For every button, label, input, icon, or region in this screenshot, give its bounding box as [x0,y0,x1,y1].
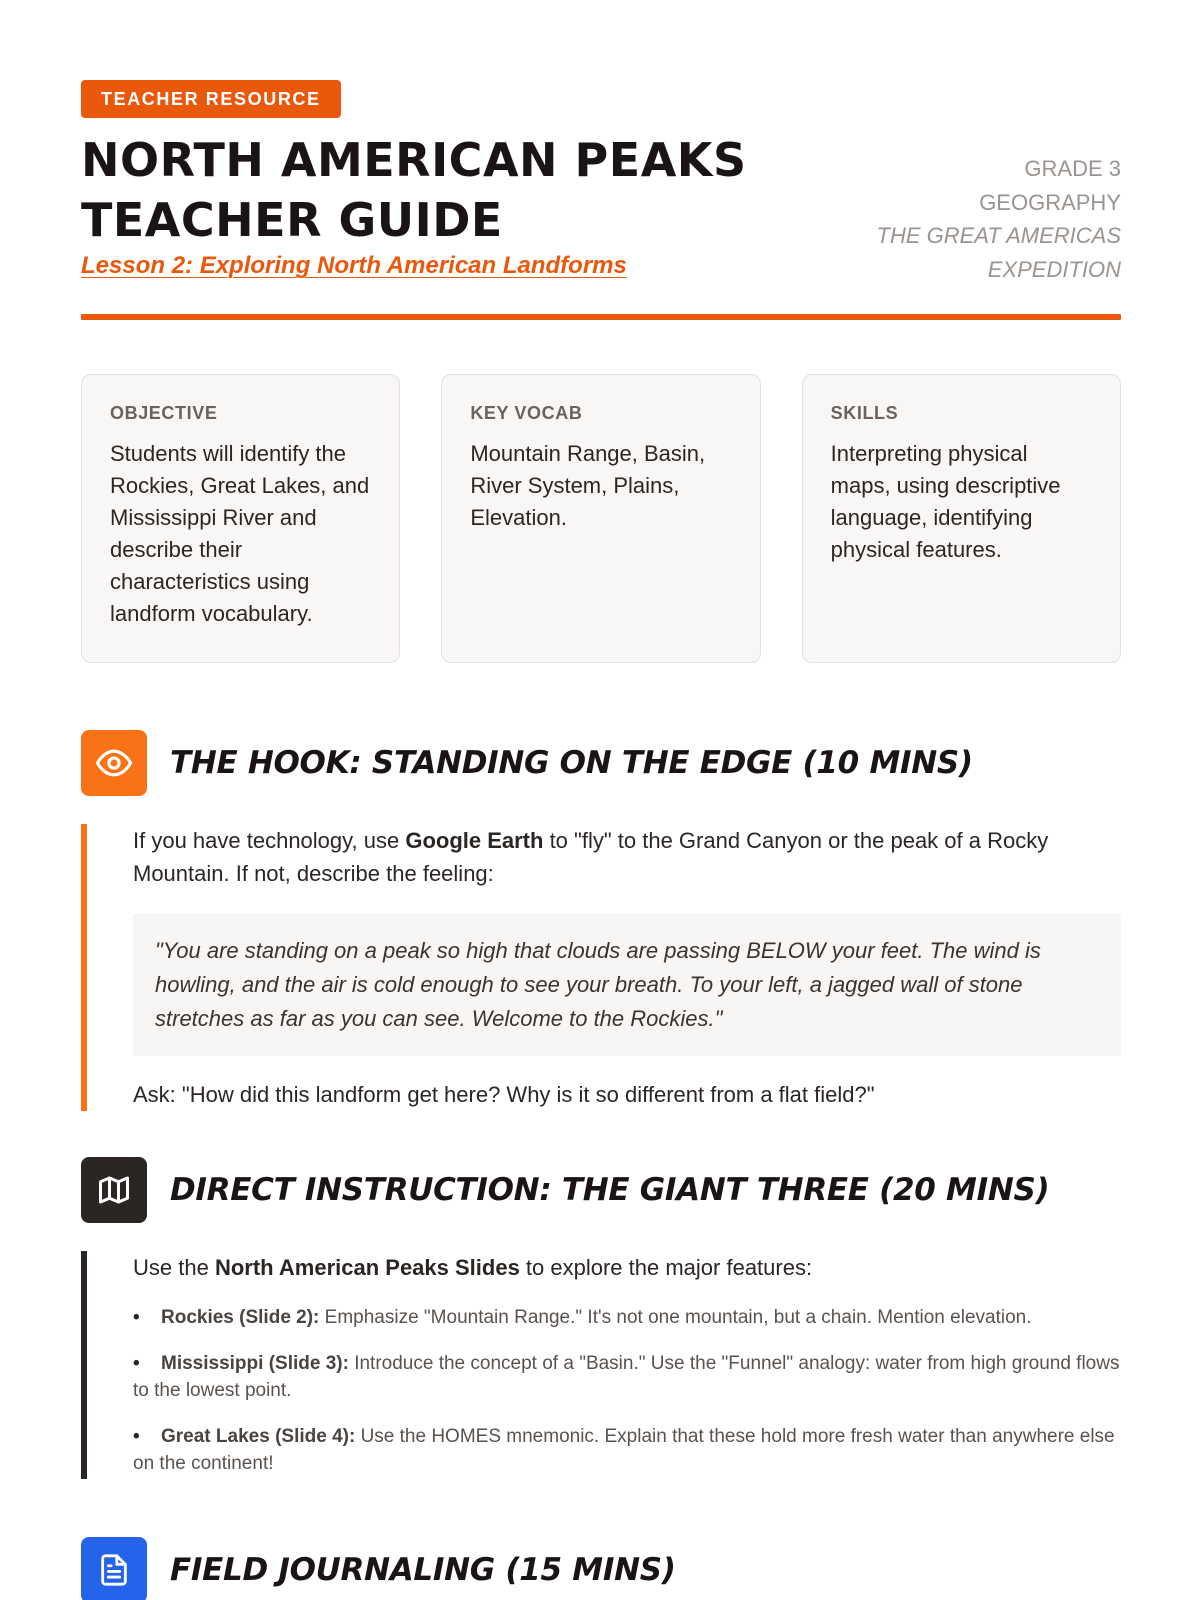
journal-title: FIELD JOURNALING (15 MINS) [170,1552,676,1588]
unit-label-line-1: THE GREAT AMERICAS [876,223,1121,248]
key-vocab-card [441,374,760,663]
google-earth-emphasis: Google Earth [405,828,544,853]
slides-emphasis: North American Peaks Slides [214,1255,520,1280]
document-icon [81,1537,147,1600]
card-body: Mountain Range, Basin, River System, Plains, Elevation. [470,441,706,530]
info-cards [81,374,1121,663]
title-line-2: TEACHER GUIDE [81,193,503,247]
title-line-1: NORTH AMERICAN PEAKS [81,133,747,187]
unit-label-line-2: EXPEDITION [987,256,1121,282]
journal-section-header [81,1537,676,1600]
hook-ask: Ask: "How did this landform get here? Why is it so different from a flat field?" [133,1082,875,1107]
lesson-subtitle[interactable]: Lesson 2: Exploring North American Landforms [81,252,627,279]
card-body: Interpreting physical maps, using descriptive language, identifying physical features. [830,441,1061,562]
objective-card [81,374,400,663]
eye-icon [81,730,147,796]
subject-label: GEOGRAPHY [979,189,1121,215]
hook-quote: "You are standing on a peak so high that clouds are passing BELOW your feet. The wind is howling, and the air is cold enough to see your breath. To your left, a jagged wall of stone stretches as far as you can see. Welcome to the Rockies." [133,914,1121,1056]
feature-list [133,1304,1121,1477]
header-divider [81,314,1121,320]
instruction-intro: Use the North American Peaks Slides to explore the major features: [133,1255,813,1280]
skills-card [802,374,1121,663]
card-label: KEY VOCAB [470,403,583,423]
lesson-meta [877,152,1121,286]
instruction-section-header [81,1157,1049,1223]
hook-section-header [81,730,973,796]
list-item: • Rockies (Slide 2): Emphasize "Mountain Range." It's not one mountain, but a chain. Mention elevation. [133,1307,1032,1328]
hook-body [81,824,1121,1111]
instruction-body [81,1251,1121,1479]
instruction-title: DIRECT INSTRUCTION: THE GIANT THREE (20 MINS) [170,1172,1050,1208]
grade-label: GRADE 3 [1024,156,1121,181]
page-title [81,130,841,250]
card-body: Students will identify the Rockies, Great Lakes, and Mississippi River and describe their characteristics using landform vocabulary. [110,441,370,626]
list-item: • Mississippi (Slide 3): Introduce the concept of a "Basin." Use the "Funnel" analogy: water from high ground flows to the lowest point. [133,1353,1120,1401]
card-label: SKILLS [830,403,899,423]
map-icon [81,1157,147,1223]
header [81,80,1121,280]
list-item: • Great Lakes (Slide 4): Use the HOMES mnemonic. Explain that these hold more fresh water than anywhere else on the continent! [133,1426,1115,1474]
hook-title: THE HOOK: STANDING ON THE EDGE (10 MINS) [170,745,973,781]
resource-badge: TEACHER RESOURCE [81,80,341,118]
hook-intro: If you have technology, use Google Earth to "fly" to the Grand Canyon or the peak of a Rocky Mountain. If not, describe the feeling: [133,828,1049,886]
card-label: OBJECTIVE [110,403,218,423]
